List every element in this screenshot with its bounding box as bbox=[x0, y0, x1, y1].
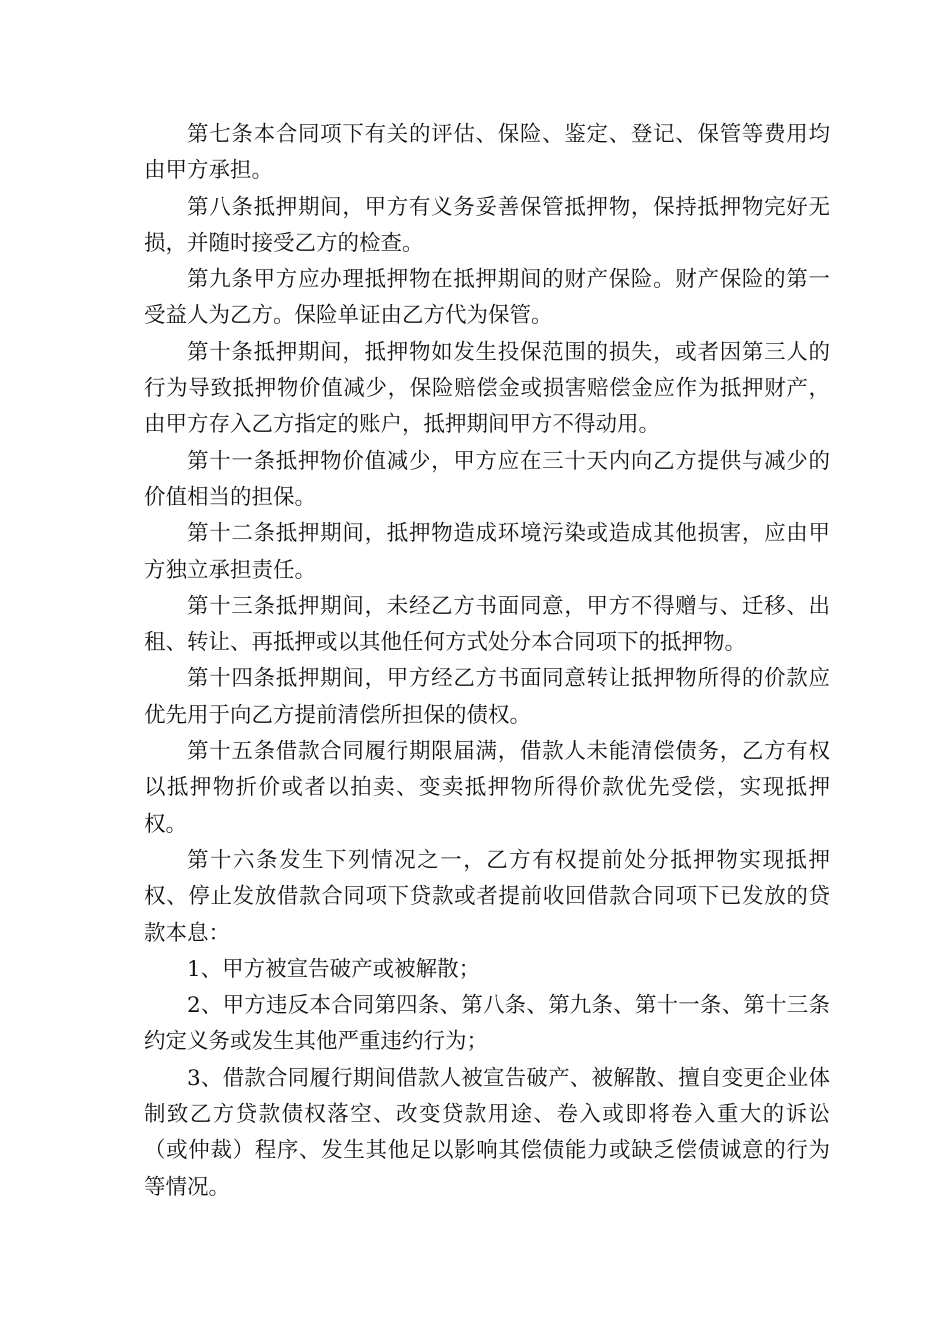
clause-10: 第十条抵押期间，抵押物如发生投保范围的损失，或者因第三人的行为导致抵押物价值减少，保险赔偿金或损害赔偿金应作为抵押财产，由甲方存入乙方指定的账户，抵押期间甲方不得动用。 bbox=[144, 339, 830, 438]
clause-12: 第十二条抵押期间，抵押物造成环境污染或造成其他损害，应由甲方独立承担责任。 bbox=[144, 521, 830, 583]
clause-14: 第十四条抵押期间，甲方经乙方书面同意转让抵押物所得的价款应优先用于向乙方提前清偿所担保的债权。 bbox=[144, 666, 830, 728]
clause-11: 第十一条抵押物价值减少，甲方应在三十天内向乙方提供与减少的价值相当的担保。 bbox=[144, 448, 830, 510]
clause-9: 第九条甲方应办理抵押物在抵押期间的财产保险。财产保险的第一受益人为乙方。保险单证由乙方代为保管。 bbox=[144, 267, 830, 329]
clause-15: 第十五条借款合同履行期限届满，借款人未能清偿债务，乙方有权以抵押物折价或者以拍卖、变卖抵押物所得价款优先受偿，实现抵押权。 bbox=[144, 739, 830, 837]
clause-16-item-2: 2、甲方违反本合同第四条、第八条、第九条、第十一条、第十三条约定义务或发生其他严重违约行为； bbox=[144, 993, 830, 1055]
clause-16: 第十六条发生下列情况之一，乙方有权提前处分抵押物实现抵押权、停止发放借款合同项下贷款或者提前收回借款合同项下已发放的贷款本息： bbox=[144, 847, 830, 946]
document-body bbox=[144, 117, 830, 1206]
clause-13: 第十三条抵押期间，未经乙方书面同意，甲方不得赠与、迁移、出租、转让、再抵押或以其他任何方式处分本合同项下的抵押物。 bbox=[144, 593, 830, 656]
clause-8: 第八条抵押期间，甲方有义务妥善保管抵押物，保持抵押物完好无损，并随时接受乙方的检查。 bbox=[144, 194, 830, 256]
clause-16-item-3: 3、借款合同履行期间借款人被宣告破产、被解散、擅自变更企业体制致乙方贷款债权落空、改变贷款用途、卷入或即将卷入重大的诉讼（或仲裁）程序、发生其他足以影响其偿债能力或缺乏偿债诚意的行为等情况。 bbox=[144, 1065, 830, 1200]
clause-16-item-1: 1、甲方被宣告破产或被解散； bbox=[187, 956, 481, 982]
clause-7: 第七条本合同项下有关的评估、保险、鉴定、登记、保管等费用均由甲方承担。 bbox=[144, 122, 830, 184]
